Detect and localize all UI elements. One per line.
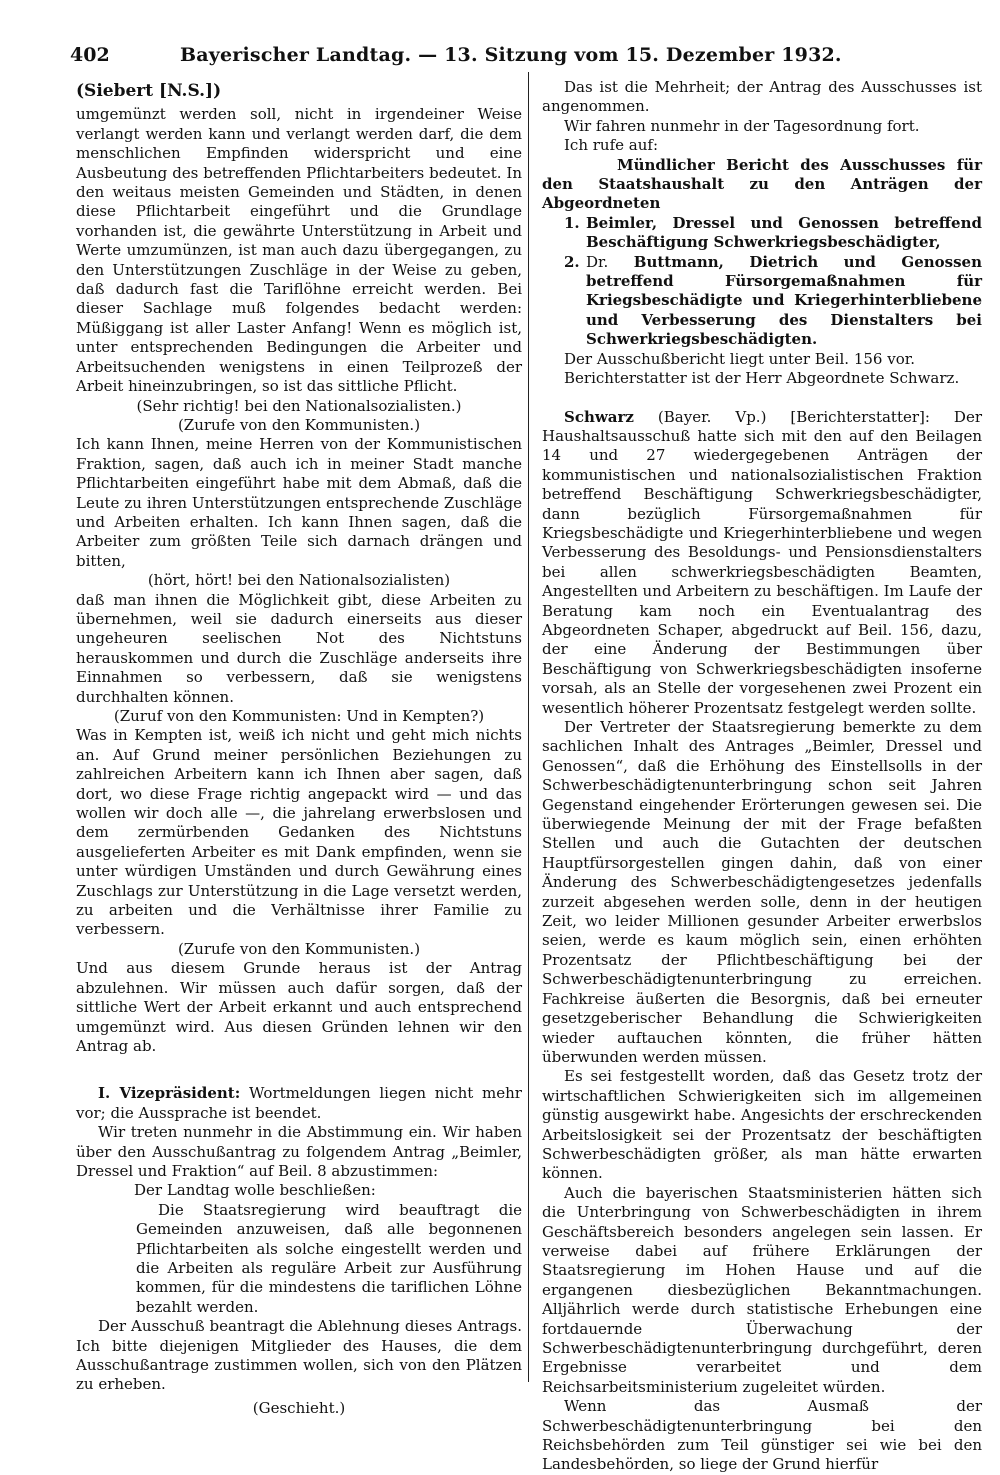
running-title: Bayerischer Landtag. — 13. Sitzung vom 15. Dezember 1932. <box>180 44 842 66</box>
speaker-label: Schwarz <box>564 407 634 426</box>
speaker-heading: (Siebert [N.S.]) <box>76 81 222 101</box>
paragraph: Der Ausschuß beantragt die Ablehnung dieses Antrags. Ich bitte diejenigen Mitglieder des Hauses, die dem Ausschußantrage zustimmen wollen, sich von den Plätzen zu erheben. <box>76 1317 522 1394</box>
paragraph: umgemünzt werden soll, nicht in irgendeiner Weise verlangt werden kann und verlangt werden darf, die dem menschlichen Empfinden widerspricht und eine Ausbeutung des betreffenden Pflichtarbeiters bedeutet. In den weitaus meisten Gemeinden und Städten, in denen diese Pflichtarbeit eingeführt und die Grundlage vorhanden ist, die gewährte Unterstützung in Arbeit und Werte umzumünzen, ist man auch dazu übergegangen, zu den Unterstützungen Zuschläge in der Weise zu geben, daß dadurch fast die Tariflöhne erreicht werden. Bei dieser Sachlage muß folgendes bedacht werden: Müßiggang ist aller Laster Anfang! Wenn es möglich ist, unter entsprechenden Bedingungen die Arbeiter und Arbeitsuchenden wenigstens in einen Teilprozeß der Arbeit hineinzubringen, so ist das sittliche Pflicht. <box>76 105 522 396</box>
paragraph: Was in Kempten ist, weiß ich nicht und geht mich nichts an. Auf Grund meiner persönlichen Beziehungen zu zahlreichen Arbeitern kann ich Ihnen aber sagen, daß dort, wo diese Frage richtig angepackt wird — und das wollen wir doch alle —, die jahrelang erwerbslosen und dem zermürbenden Gedanken des Nichtstuns ausgelieferten Arbeiter es mit Dank empfinden, wenn sie unter würdigen Umständen und durch Gewährung eines Zuschlags zur Unterstützung in die Lage versetzt werden, zu arbeiten und die Verhältnisse ihrer Familie zu verbessern. <box>76 726 522 939</box>
rapporteur-statement <box>542 408 982 719</box>
interjection: (Sehr richtig! bei den Nationalsozialisten.) <box>136 396 462 415</box>
item-title-prefix: Dr. <box>586 252 609 271</box>
paragraph: Auch die bayerischen Staatsministerien hätten sich die Unterbringung von Schwerbeschädigten in ihrem Geschäftsbereich besonders angelegen sein lassen. Er verweise dabei auf frühere Erklärungen der Staatsregierung im Hohen Hause und auf die ergangenen diesbezüglichen Bekanntmachungen. Alljährlich werde durch statistische Erhebungen eine fortdauernde Überwachung der Schwerbeschädigtenunterbringung durchgeführt, deren Ergebnisse verarbeitet und dem Reichsarbeitsministerium zugeleitet würden. <box>542 1183 982 1396</box>
paragraph: Wir treten nunmehr in die Abstimmung ein. Wir haben über den Ausschußantrag zu folgendem Antrag „Beimler, Dressel und Fraktion“ auf Beil. 8 abzustimmen: <box>76 1123 522 1180</box>
motion-intro: Der Landtag wolle beschließen: <box>134 1181 376 1200</box>
right-column <box>542 78 982 1475</box>
paragraph: Und aus diesem Grunde heraus ist der Antrag abzulehnen. Wir müssen auch dafür sorgen, daß der sittliche Wert der Arbeit erkannt und auch entsprechend umgemünzt wird. Aus diesen Gründen lehnen wir den Antrag ab. <box>76 959 522 1055</box>
item-number: 2. <box>564 252 580 271</box>
item-text: Beimler, Dressel und Genossen betreffend Beschäftigung Schwerkriegsbeschädigter, <box>586 213 982 252</box>
page-header <box>70 40 980 70</box>
agenda-item-2 <box>564 253 982 350</box>
interjection: (Geschieht.) <box>252 1398 346 1417</box>
item-number: 1. <box>564 213 580 232</box>
spacer <box>542 389 982 408</box>
interjection: (Zurufe von den Kommunisten.) <box>177 939 421 958</box>
paragraph: Wenn das Ausmaß der Schwerbeschädigtenunterbringung bei den Reichsbehörden zum Teil günstiger sei wie bei den Landesbehörden, so liege der Grund hierfür <box>542 1397 982 1474</box>
paragraph: Der Vertreter der Staatsregierung bemerkte zu dem sachlichen Inhalt des Antrages „Beimler, Dressel und Genossen“, daß die Erhöhung des Einstellsolls in der Schwerbeschädigtenunterbringung schon seit Jahren Gegenstand eingehender Erörterungen gewesen sei. Die überwiegende Meinung der mit der Frage befaßten Stellen und auch die Gutachten der deutschen Hauptfürsorgestellen gingen dahin, daß von einer Änderung des Schwerbeschädigtengesetzes jedenfalls zurzeit abgesehen werden solle, denn in der heutigen Zeit, wo leider Millionen gesunder Arbeiter erwerbslos seien, werde es kaum möglich sein, einen erhöhten Prozentsatz der Pflichtbeschäftigung bei der Schwerbeschädigtenunterbringung zu erreichen. Fachkreise äußerten die Besorgnis, daß bei erneuter gesetzgeberischer Behandlung die Schwierigkeiten wieder auftauchen könnten, die früher hätten überwunden werden müssen. <box>542 718 982 1066</box>
vice-president-statement <box>76 1084 522 1123</box>
left-column <box>76 78 522 1418</box>
speech-text: Der Haushaltsausschuß hatte sich mit den auf den Beilagen 14 und 27 wiedergegebenen Anträgen der kommunistischen und nationalsozialistischen Fraktion betreffend Beschäftigung Schwerkriegsbeschädigter, dann bezüglich Fürsorgemaßnahmen für Kriegsbeschädigte und Kriegerhinterbliebene und wegen Verbesserung des Besoldungs- und Pensionsdienstalters bei allen schwerkriegsbeschädigten Beamten, Angestellten und Arbeitern zu beschäftigen. Im Laufe der Beratung kam noch ein Eventualantrag des Abgeordneten Schaper, abgedruckt auf Beil. 156, dazu, der eine Änderung der Bestimmungen über Beschäftigung von Schwerkriegsbeschädigten insoferne vorsah, als an Stelle der vorgesehenen zwei Prozent ein wesentlich höherer Prozentsatz festgelegt werden sollte. <box>542 407 982 717</box>
paragraph: Ich rufe auf: <box>564 136 658 155</box>
agenda-item-1 <box>564 214 982 253</box>
report-title: Mündlicher Bericht des Ausschusses für den Staatshaushalt zu den Anträgen der Abgeordneten <box>542 155 982 213</box>
interjection: (Zuruf von den Kommunisten: Und in Kempten?) <box>113 707 485 725</box>
paragraph: Berichterstatter ist der Herr Abgeordnete Schwarz. <box>564 369 960 388</box>
speech-text: Wortmeldungen liegen nicht mehr vor; die Aussprache ist beendet. <box>76 1084 522 1122</box>
column-divider <box>528 72 529 1382</box>
speaker-party: (Bayer. Vp.) [Berichterstatter]: <box>633 407 930 426</box>
speaker-label: I. Vizepräsident: <box>98 1084 241 1103</box>
page-number: 402 <box>70 44 110 66</box>
paragraph: Wir fahren nunmehr in der Tagesordnung fort. <box>564 116 920 135</box>
paragraph: Ich kann Ihnen, meine Herren von der Kommunistischen Fraktion, sagen, daß auch ich in meiner Stadt manche Pflichtarbeiten eingeführt habe mit dem Abmaß, daß die Leute zu ihren Unterstützungen entsprechende Zuschläge und Arbeiten erhalten. Ich kann Ihnen sagen, daß die Arbeiter zum größten Teile sich darnach drängen und bitten, <box>76 435 522 570</box>
spacer <box>76 1056 522 1084</box>
interjection: (Zurufe von den Kommunisten.) <box>177 415 421 434</box>
paragraph: Der Ausschußbericht liegt unter Beil. 156 vor. <box>564 349 916 368</box>
paragraph: Es sei festgestellt worden, daß das Gesetz trotz der wirtschaftlichen Schwierigkeiten sich im allgemeinen günstig ausgewirkt habe. Angesichts der erschreckenden Arbeitslosigkeit sei der Prozentsatz der beschäftigten Schwerbeschädigten größer, als man hätte erwarten können. <box>542 1067 982 1183</box>
paragraph: daß man ihnen die Möglichkeit gibt, diese Arbeiten zu übernehmen, weil sie dadurch einerseits aus dieser ungeheuren seelischen Not des Nichtstuns herauskommen und durch die Zuschläge anderseits ihre Einnahmen so verbessern, daß sie wenigstens durchhalten können. <box>76 590 522 706</box>
paragraph: Das ist die Mehrheit; der Antrag des Ausschusses ist angenommen. <box>542 78 982 116</box>
interjection: (hört, hört! bei den Nationalsozialisten) <box>147 571 451 590</box>
item-text: Buttmann, Dietrich und Genossen betreffend Fürsorgemaßnahmen für Kriegsbeschädigte und Kriegerhinterbliebene und Verbesserung des Dienstalters bei Schwerkriegsbeschädigten. <box>586 252 982 349</box>
motion-text: Die Staatsregierung wird beauftragt die Gemeinden anzuweisen, daß alle begonnenen Pflichtarbeiten als solche eingestellt werden und die Arbeiten als reguläre Arbeit zur Ausführung kommen, für die mindestens die tariflichen Löhne bezahlt werden. <box>136 1200 522 1316</box>
